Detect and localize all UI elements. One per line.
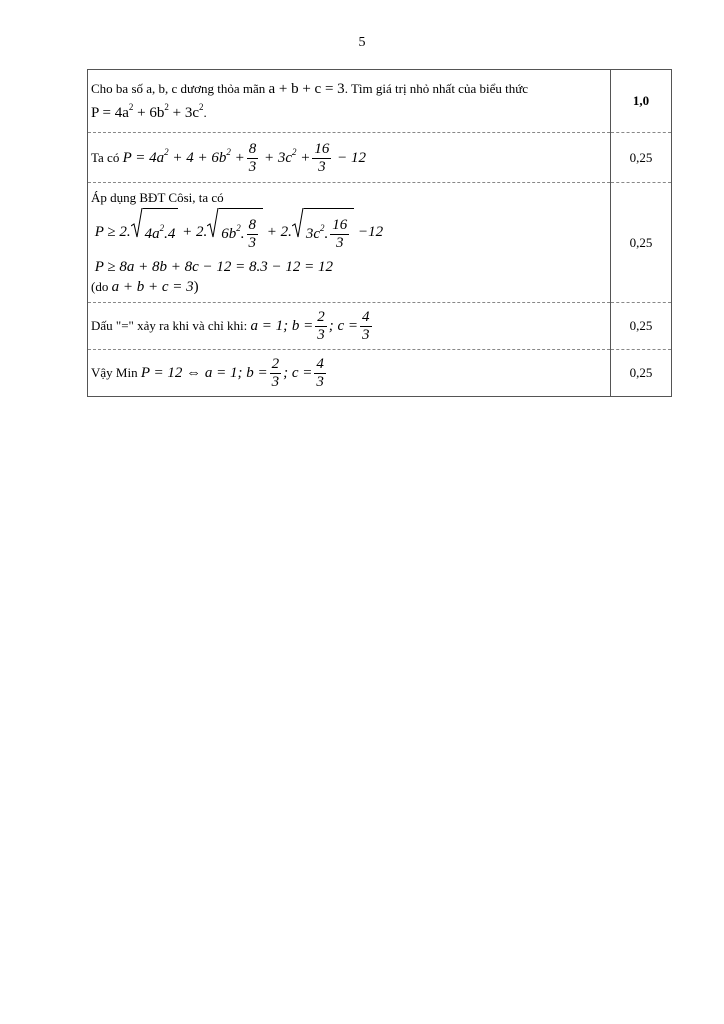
condition-math: a + b + c = 3 [268, 81, 345, 97]
sqrt: $3c^2$. $\frac{16}{3}$ [292, 208, 354, 257]
score-cell: 0,25 [611, 133, 672, 183]
sqrt: $6b^2$. $\frac{8}{3}$ [207, 208, 263, 257]
problem-question: . Tìm giá trị nhỏ nhất của biểu thức [344, 81, 529, 96]
answer-table [87, 69, 672, 397]
cauchy-step: Áp dụng BĐT Côsi, ta có P ≥ 2. $4a^2.4 + 2$. $6b^2$. $\frac{8}{3}$ + 2. $3c^2$. $\frac{16}{3}$ −12 P ≥ 8a + 8b + 8c − 12 = 8.3 − 12 = 12 (do a + b + c = 3) [88, 183, 611, 303]
equality-step: Dấu "=" xảy ra khi và chỉ khi: a = 1; b = $\frac{2}{3}$ ; c = $\frac{4}{3}$ [88, 303, 611, 350]
score-cell: 0,25 [611, 350, 672, 397]
problem-statement: Cho ba số a, b, c dương thỏa mãn a + b + c = 3. Tìm giá trị nhỏ nhất của biểu thức $P = 4a^2 + 6b^2 + 3c^2$. [88, 70, 611, 133]
score-cell: 1,0 [611, 70, 672, 133]
conclusion-math: P = 12 ⇔ a = 1; b = $\frac{2}{3}$ ; c = $\frac{4}{3}$ [140, 356, 324, 391]
solution-row [88, 303, 672, 350]
fraction: $\frac{16}{3}$ [314, 140, 330, 175]
condition-math: a + b + c = 3 [111, 279, 194, 295]
page-number: 5 [358, 35, 366, 50]
fraction: $\frac{8}{3}$ [248, 140, 257, 175]
score-cell: 0,25 [611, 183, 672, 303]
score-cell: 0,25 [611, 303, 672, 350]
conclusion-step: Vậy Min P = 12 ⇔ a = 1; b = $\frac{2}{3}$ ; c = $\frac{4}{3}$ [88, 350, 611, 397]
cauchy-inequality: P ≥ 2. $4a^2.4 + 2$. $6b^2$. $\frac{8}{3}$ + 2. $3c^2$. $\frac{16}{3}$ −12 [91, 224, 383, 240]
solution-row [88, 183, 672, 303]
sqrt: $4a^2.4$ [131, 208, 179, 257]
equality-math: a = 1; b = $\frac{2}{3}$ ; c = $\frac{4}{3}$ [250, 309, 370, 344]
rewrite-step: Ta có $P = 4a^2 + 4 + 6b^2$ + $\frac{8}{3}$ + $3c^2$ + $\frac{16}{3}$ − 12 [88, 133, 611, 183]
solution-row [88, 133, 672, 183]
cauchy-result: P ≥ 8a + 8b + 8c − 12 = 8.3 − 12 = 12 [94, 259, 334, 275]
cauchy-lead: Áp dụng BĐT Côsi, ta có [91, 190, 224, 205]
problem-row [88, 70, 672, 133]
rewrite-math: $P = 4a^2 + 4 + 6b^2$ + $\frac{8}{3}$ + $3c^2$ + $\frac{16}{3}$ − 12 [122, 140, 366, 175]
expression-math: $P = 4a^2 + 6b^2 + 3c^2$ [91, 102, 204, 121]
problem-intro: Cho ba số a, b, c dương thỏa mãn [91, 81, 266, 96]
solution-row [88, 350, 672, 397]
